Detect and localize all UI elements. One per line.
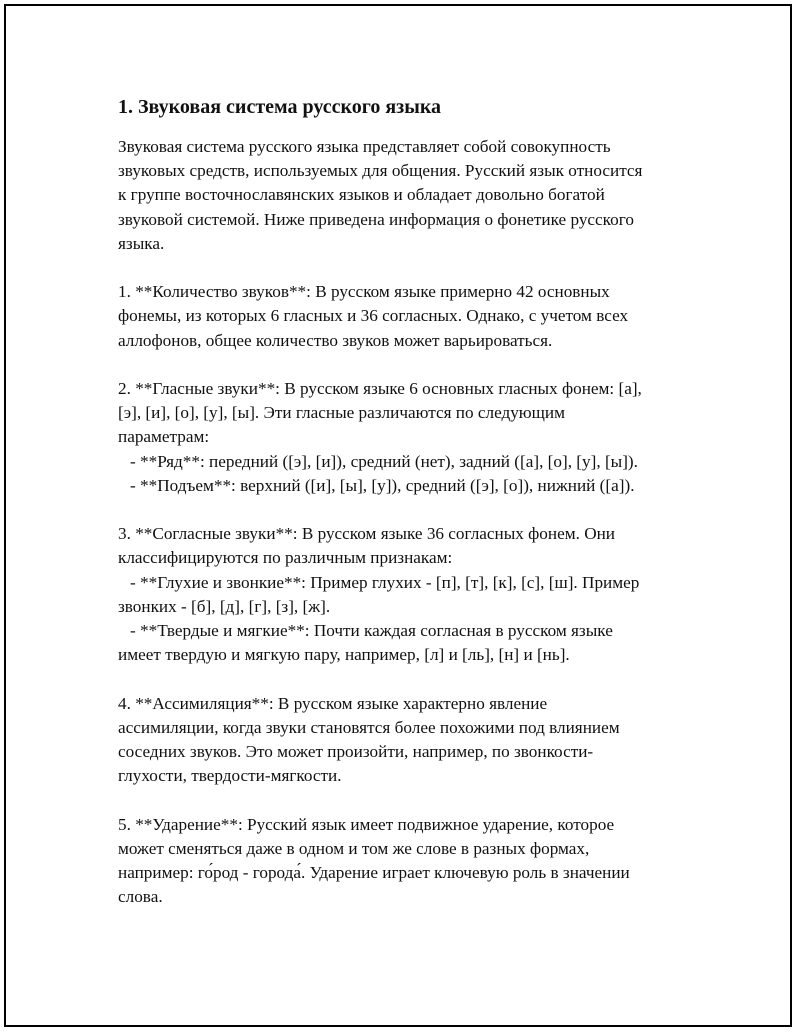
text-line: например: го́род - города́. Ударение играет ключевую роль в значении [118,863,630,883]
document-body [118,93,698,934]
text-line: может сменяться даже в одном и том же слове в разных формах, [118,838,590,858]
consonants-paragraph [118,522,698,667]
list-item: - **Подъем**: верхний ([и], [ы], [у]), средний ([э], [о]), нижний ([а]). [130,475,635,495]
text-line: 1. **Количество звуков**: В русском языке примерно 42 основных [118,282,610,302]
vowels-paragraph [118,377,698,498]
text-line: звуковой системой. Ниже приведена информация о фонетике русского [118,209,634,229]
text-line: фонемы, из которых 6 гласных и 36 согласных. Однако, с учетом всех [118,306,629,326]
text-line: параметрам: [118,427,210,447]
text-line: [э], [и], [о], [у], [ы]. Эти гласные различаются по следующим [118,403,565,423]
text-line: 2. **Гласные звуки**: В русском языке 6 основных гласных фонем: [а], [118,379,642,398]
text-line: 3. **Согласные звуки**: В русском языке 36 согласных фонем. Они [118,524,616,544]
list-item: - **Твердые и мягкие**: Почти каждая согласная в русском языке [130,621,613,641]
text-line: звуковых средств, используемых для общения. Русский язык относится [118,161,643,181]
assimilation-paragraph [118,692,698,789]
text-line: Звуковая система русского языка представляет собой совокупность [118,137,611,156]
text-line: слова. [118,887,163,907]
text-line: глухости, твердости-мягкости. [118,766,342,786]
stress-paragraph [118,813,698,910]
list-item: - **Ряд**: передний ([э], [и]), средний (нет), задний ([а], [о], [у], [ы]). [130,451,638,471]
text-line: имеет твердую и мягкую пару, например, [л] и [ль], [н] и [нь]. [118,645,570,665]
list-item: - **Глухие и звонкие**: Пример глухих - [п], [т], [к], [с], [ш]. Пример [130,572,640,592]
text-line: соседних звуков. Это может произойти, например, по звонкости- [118,742,594,762]
sound-count-paragraph [118,280,698,353]
text-line: 5. **Ударение**: Русский язык имеет подвижное ударение, которое [118,814,615,834]
intro-paragraph [118,135,698,256]
document-title: 1. Звуковая система русского языка [118,96,442,118]
text-line: звонких - [б], [д], [г], [з], [ж]. [118,596,331,616]
text-line: ассимиляции, когда звуки становятся более похожими под влиянием [118,717,620,737]
text-line: классифицируются по различным признакам: [118,548,453,568]
text-line: аллофонов, общее количество звуков может варьироваться. [118,330,553,350]
text-line: 4. **Ассимиляция**: В русском языке характерно явление [118,693,548,713]
text-line: к группе восточнославянских языков и обладает довольно богатой [118,185,605,205]
text-line: языка. [118,233,165,253]
